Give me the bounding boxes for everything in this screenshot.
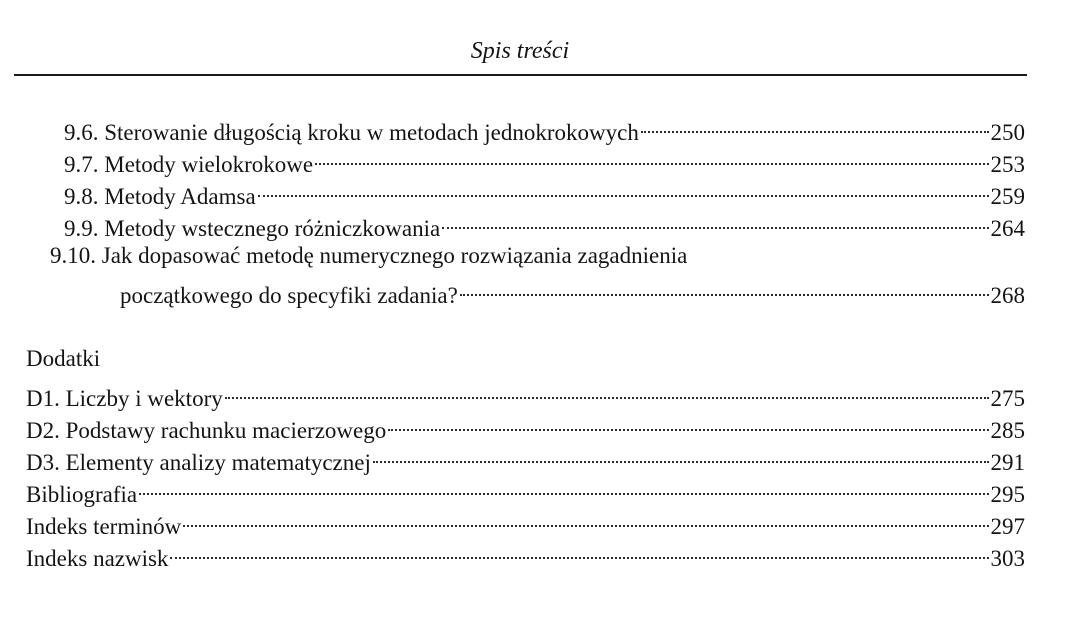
toc-entry-page: 268 <box>990 283 1025 308</box>
toc-entry-bibliografia[interactable] <box>26 472 1025 507</box>
toc-entry-title: Jak dopasować metodę numerycznego rozwiązania zagadnienia <box>101 243 688 268</box>
toc-entry-page: 275 <box>990 386 1025 411</box>
toc-entry-9-9[interactable] <box>64 206 1025 241</box>
section-heading-dodatki: Dodatki <box>26 346 101 371</box>
toc-entry-9-10-line2[interactable] <box>120 273 1025 308</box>
toc-entry-page: 253 <box>990 152 1025 177</box>
toc-entry-number: 9.10. <box>50 243 96 268</box>
dot-leader <box>373 440 989 470</box>
dot-leader <box>442 206 988 236</box>
toc-entry-page: 303 <box>990 546 1025 571</box>
toc-entry-d2[interactable] <box>26 408 1025 443</box>
header-rule <box>14 74 1027 76</box>
dot-leader <box>315 142 988 172</box>
toc-entry-title: Sterowanie długością kroku w metodach jednokrokowych <box>104 120 639 145</box>
dot-leader <box>183 504 988 534</box>
toc-entry-number: 9.6. <box>64 120 99 145</box>
dot-leader <box>225 376 989 406</box>
toc-entry-title: Metody wstecznego różniczkowania <box>104 216 441 241</box>
toc-entry-9-6[interactable] <box>64 110 1025 145</box>
dot-leader <box>170 536 988 566</box>
toc-entry-9-8[interactable] <box>64 174 1025 209</box>
toc-entry-d3[interactable] <box>26 440 1025 475</box>
toc-entry-page: 250 <box>990 120 1025 145</box>
dot-leader <box>460 273 989 303</box>
toc-entry-title: D3. Elementy analizy matematycznej <box>26 450 371 475</box>
dot-leader <box>139 472 988 502</box>
toc-entry-title: Indeks terminów <box>26 514 182 539</box>
toc-entry-number: 9.8. <box>64 184 99 209</box>
toc-entry-title-continued: początkowego do specyfiki zadania? <box>120 283 458 308</box>
toc-entry-indeks-nazwisk[interactable] <box>26 536 1025 571</box>
toc-entry-d1[interactable] <box>26 376 1025 411</box>
toc-entry-9-10-line1[interactable] <box>50 241 687 271</box>
running-header: Spis treści <box>470 38 570 64</box>
toc-entry-title: D1. Liczby i wektory <box>26 386 223 411</box>
dot-leader <box>258 174 989 204</box>
toc-entry-number: 9.9. <box>64 216 99 241</box>
toc-entry-title: D2. Podstawy rachunku macierzowego <box>26 418 387 443</box>
toc-entry-number: 9.7. <box>64 152 99 177</box>
toc-entry-page: 264 <box>990 216 1025 241</box>
toc-entry-title: Indeks nazwisk <box>26 546 169 571</box>
dot-leader <box>388 408 988 438</box>
toc-entry-page: 295 <box>990 482 1025 507</box>
toc-entry-page: 259 <box>990 184 1025 209</box>
toc-entry-title: Metody Adamsa <box>104 184 256 209</box>
toc-entry-9-7[interactable] <box>64 142 1025 177</box>
toc-entry-page: 291 <box>990 450 1025 475</box>
toc-entry-indeks-terminow[interactable] <box>26 504 1025 539</box>
toc-entry-title: Metody wielokrokowe <box>104 152 314 177</box>
dot-leader <box>641 110 989 140</box>
toc-entry-page: 297 <box>990 514 1025 539</box>
toc-entry-title: Bibliografia <box>26 482 138 507</box>
toc-entry-page: 285 <box>990 418 1025 443</box>
